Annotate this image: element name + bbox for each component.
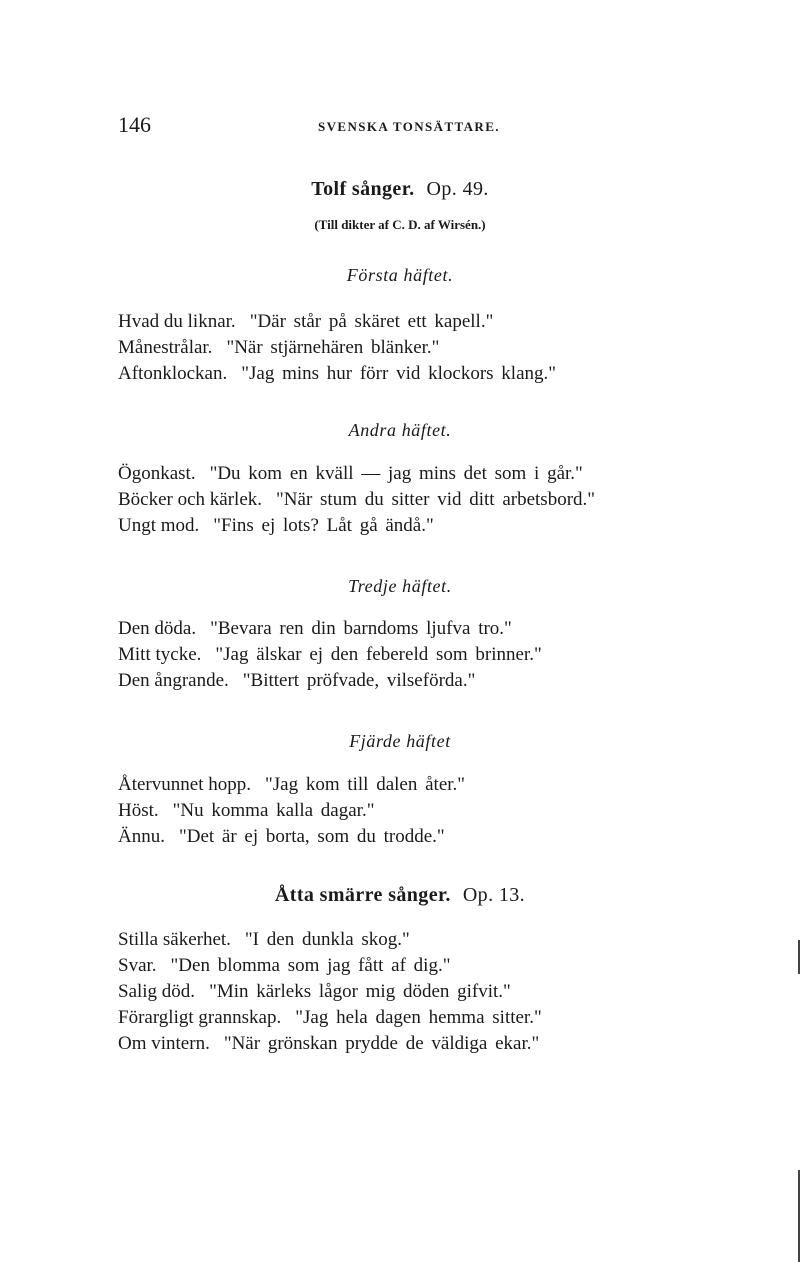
song-entry [118,515,434,537]
page-number: 146 [118,112,151,137]
song-entry [118,644,542,666]
song-entry [118,311,493,333]
song-entry [118,363,556,385]
work-subtitle: (Till dikter af C. D. af Wirsén.) [314,217,486,232]
work-title-text: Tolf sånger. [311,178,415,200]
song-entry [118,826,445,848]
section-heading: Andra häftet. [348,420,452,440]
song-incipit: "Du kom en kväll — jag mins det som i går." [209,463,583,484]
running-head: SVENSKA TONSÄTTARE. [318,119,500,134]
song-incipit: "Jag älskar ej den febereld som brinner." [215,644,542,665]
song-entry [118,955,450,977]
song-title: Aftonklockan. [118,363,228,384]
song-entry [118,774,465,796]
song-title: Svar. [118,955,157,976]
song-title: Månestrålar. [118,337,213,358]
song-entry [118,618,512,640]
song-title: Återvunnet hopp. [118,774,251,795]
section-heading: Fjärde häftet [349,731,451,751]
song-title: Ungt mod. [118,515,200,536]
work-opus: Op. 49. [426,178,489,200]
song-entry [118,337,439,359]
song-title: Salig död. [118,981,196,1002]
song-entry [118,981,511,1003]
song-title: Böcker och kärlek. [118,489,263,510]
song-title: Om vintern. [118,1033,210,1054]
song-title: Mitt tycke. [118,644,202,665]
song-incipit: "Min kärleks lågor mig döden gifvit." [209,981,511,1002]
work-title [0,178,800,201]
song-incipit: "När grönskan prydde de väldiga ekar." [223,1033,540,1054]
song-title: Ännu. [118,826,165,847]
song-entry [118,489,595,511]
song-incipit: "Jag kom till dalen åter." [264,774,466,795]
song-incipit: "Jag mins hur förr vid klockors klang." [241,363,557,384]
song-incipit: "I den dunkla skog." [244,929,410,950]
song-title: Höst. [118,800,159,821]
section-heading: Tredje häftet. [348,576,452,596]
work-title-text: Åtta smärre sånger. [274,884,451,906]
work-opus: Op. 13. [462,884,526,906]
song-incipit: "Den blomma som jag fått af dig." [170,955,451,976]
song-incipit: "Jag hela dagen hemma sitter." [295,1007,542,1028]
song-incipit: "Nu komma kalla dagar." [172,800,375,821]
song-incipit: "Bevara ren din barndoms ljufva tro." [210,618,512,639]
work-title [0,884,800,907]
song-incipit: "Fins ej lots? Låt gå ändå." [213,515,434,536]
song-incipit: "Där står på skäret ett kapell." [249,311,494,332]
song-title: Hvad du liknar. [118,311,236,332]
song-title: Ögonkast. [118,463,196,484]
song-incipit: "När stum du sitter vid ditt arbetsbord." [276,489,596,510]
song-incipit: "När stjärnehären blänker." [226,337,440,358]
song-entry [118,670,475,692]
song-title: Den döda. [118,618,197,639]
song-incipit: "Bittert pröfvade, vilseförda." [242,670,476,691]
section-heading: Första häftet. [346,265,454,285]
song-incipit: "Det är ej borta, som du trodde." [178,826,445,847]
song-title: Förargligt grannskap. [118,1007,282,1028]
song-entry [118,463,583,485]
song-entry [118,1033,539,1055]
song-title: Den ångrande. [118,670,229,691]
song-entry [118,800,374,822]
song-title: Stilla säkerhet. [118,929,231,950]
song-entry [118,929,410,951]
song-entry [118,1007,542,1029]
